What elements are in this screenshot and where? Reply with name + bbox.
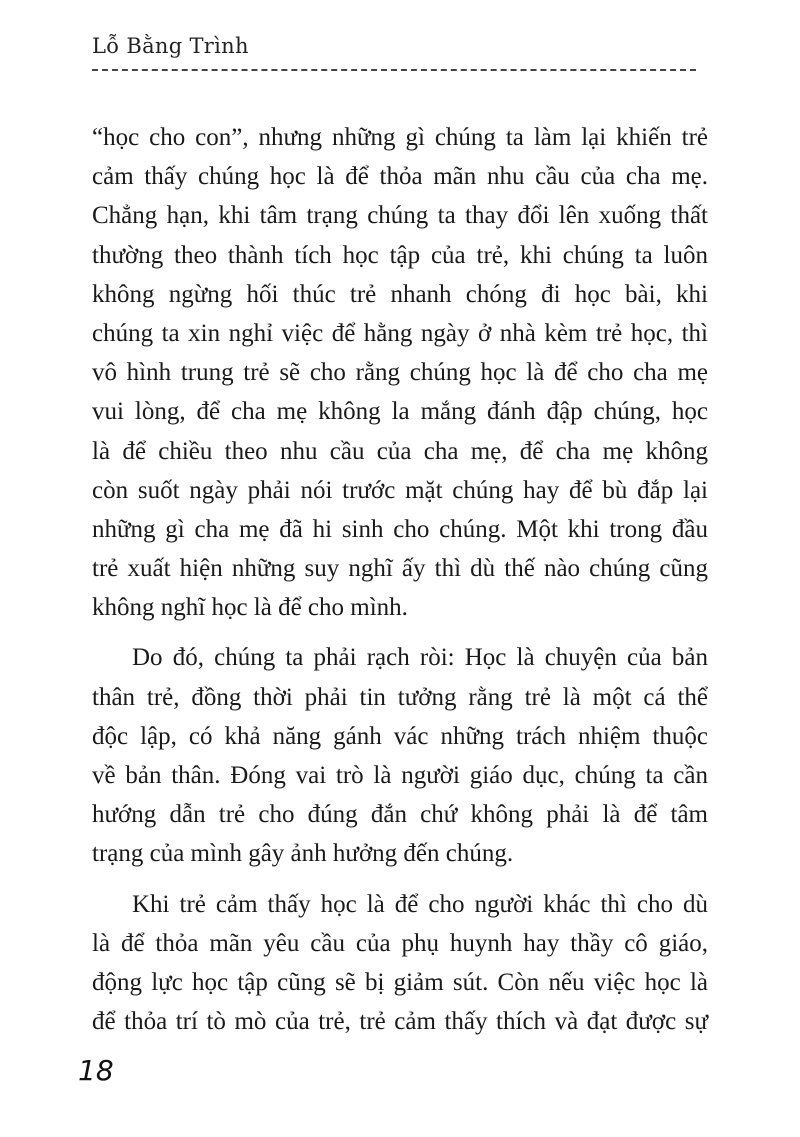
text-line: vô hình trung trẻ sẽ cho rằng chúng học là để cho cha mẹ bbox=[92, 359, 708, 387]
text-line: Chẳng hạn, khi tâm trạng chúng ta thay đổi lên xuống thất bbox=[92, 202, 708, 230]
text-line: về bản thân. Đóng vai trò là người giáo dục, chúng ta cần bbox=[92, 762, 708, 789]
text-line: là để thỏa mãn yêu cầu của phụ huynh hay thầy cô giáo, bbox=[92, 929, 708, 957]
text-line: thân trẻ, đồng thời phải tin tưởng rằng trẻ là một cá thể bbox=[92, 683, 708, 711]
text-line: còn suốt ngày phải nói trước mặt chúng hay để bù đắp lại bbox=[92, 476, 708, 504]
text-line: hướng dẫn trẻ cho đúng đắn chứ không phải là để tâm bbox=[92, 801, 708, 829]
text-line: không ngừng hối thúc trẻ nhanh chóng đi học bài, khi bbox=[92, 280, 708, 308]
paragraph bbox=[92, 885, 708, 1042]
text-line: không nghĩ học là để cho mình. bbox=[92, 594, 408, 622]
text-line: động lực học tập cũng sẽ bị giảm sút. Còn nếu việc học là bbox=[92, 968, 708, 996]
paragraph bbox=[92, 118, 708, 627]
text-line: trẻ xuất hiện những suy nghĩ ấy thì dù thế nào chúng cũng bbox=[92, 555, 708, 583]
paragraph bbox=[92, 638, 708, 873]
text-line: thường theo thành tích học tập của trẻ, khi chúng ta luôn bbox=[92, 241, 708, 269]
text-line: trạng của mình gây ảnh hưởng đến chúng. bbox=[92, 840, 514, 868]
body-text bbox=[92, 118, 708, 1052]
text-line: vui lòng, để cha mẹ không la mắng đánh đập chúng, học bbox=[92, 398, 708, 426]
text-line: “học cho con”, nhưng những gì chúng ta làm lại khiến trẻ bbox=[92, 124, 708, 151]
page-number: 18 bbox=[78, 1054, 114, 1087]
text-line: độc lập, có khả năng gánh vác những trách nhiệm thuộc bbox=[92, 722, 708, 750]
text-line: Do đó, chúng ta phải rạch ròi: Học là chuyện của bản bbox=[132, 644, 708, 672]
text-line: Khi trẻ cảm thấy học là để cho người khác thì cho dù bbox=[132, 890, 708, 918]
running-header: Lỗ Bằng Trình bbox=[92, 34, 249, 58]
text-line: cảm thấy chúng học là để thỏa mãn nhu cầu của cha mẹ. bbox=[92, 163, 708, 191]
text-line: những gì cha mẹ đã hi sinh cho chúng. Một khi trong đầu bbox=[92, 515, 708, 543]
text-line: là để chiều theo nhu cầu của cha mẹ, để cha mẹ không bbox=[92, 437, 708, 465]
header-divider bbox=[92, 69, 696, 71]
text-line: để thỏa trí tò mò của trẻ, trẻ cảm thấy thích và đạt được sự bbox=[92, 1008, 708, 1036]
text-line: chúng ta xin nghỉ việc để hằng ngày ở nhà kèm trẻ học, thì bbox=[92, 319, 708, 347]
